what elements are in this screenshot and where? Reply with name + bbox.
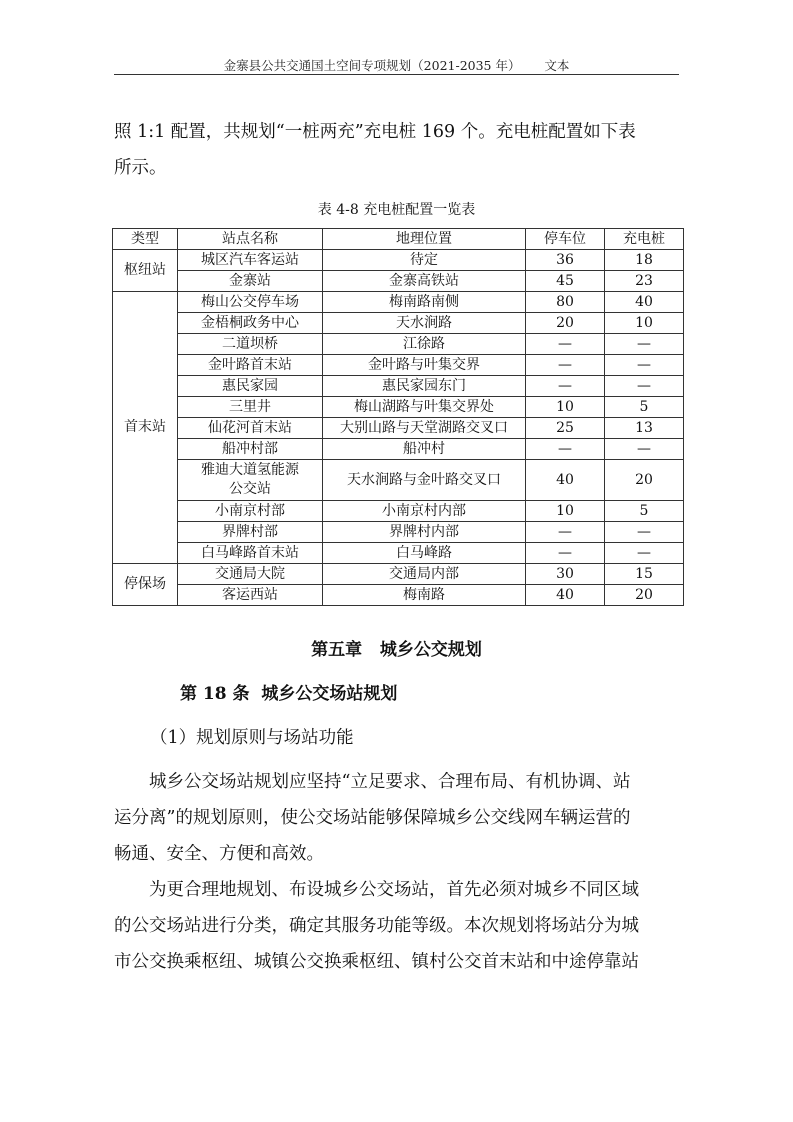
charger-count: 15 xyxy=(605,564,684,585)
table-row xyxy=(113,418,684,439)
station-name: 金叶路首末站 xyxy=(178,355,323,376)
station-location: 天水涧路 xyxy=(323,313,526,334)
table-row xyxy=(113,313,684,334)
station-location: 金叶路与叶集交界 xyxy=(323,355,526,376)
paragraph-classification xyxy=(114,872,682,980)
section-heading xyxy=(150,720,690,756)
station-name: 小南京村部 xyxy=(178,501,323,522)
station-location: 梅南路 xyxy=(323,585,526,606)
parking-count: 10 xyxy=(526,397,605,418)
station-name: 金寨站 xyxy=(178,271,323,292)
station-name: 梅山公交停车场 xyxy=(178,292,323,313)
parking-count: 80 xyxy=(526,292,605,313)
section-heading-text: （1）规划原则与场站功能 xyxy=(150,728,354,748)
parking-count: 20 xyxy=(526,313,605,334)
station-name: 金梧桐政务中心 xyxy=(178,313,323,334)
table-row xyxy=(113,522,684,543)
table-row xyxy=(113,543,684,564)
charger-count: — xyxy=(605,522,684,543)
text-line: 为更合理地规划、布设城乡公交场站，首先必须对城乡不同区域 xyxy=(149,880,639,900)
parking-count: — xyxy=(526,439,605,460)
station-location: 梅山湖路与叶集交界处 xyxy=(323,397,526,418)
station-name-line: 公交站 xyxy=(229,481,271,497)
table-row xyxy=(113,376,684,397)
station-location: 惠民家园东门 xyxy=(323,376,526,397)
parking-count: — xyxy=(526,543,605,564)
station-name: 城区汽车客运站 xyxy=(178,250,323,271)
paragraph-principles xyxy=(114,764,682,872)
col-header-type: 类型 xyxy=(113,229,178,250)
table-row xyxy=(113,355,684,376)
station-name-line: 雅迪大道氢能源 xyxy=(201,462,299,478)
parking-count: 40 xyxy=(526,585,605,606)
charger-count: — xyxy=(605,334,684,355)
table-row xyxy=(113,439,684,460)
table-row xyxy=(113,585,684,606)
header-title: 金寨县公共交通国土空间专项规划（2021-2035 年） xyxy=(223,58,521,73)
station-name xyxy=(178,460,323,501)
article-title: 第 18 条 城乡公交场站规划 xyxy=(180,684,398,704)
table-row xyxy=(113,501,684,522)
station-location: 待定 xyxy=(323,250,526,271)
text-line: 的公交场站进行分类，确定其服务功能等级。本次规划将场站分为城 xyxy=(114,916,639,936)
parking-count: — xyxy=(526,522,605,543)
page-header xyxy=(0,56,793,74)
station-location: 江徐路 xyxy=(323,334,526,355)
charger-count: 13 xyxy=(605,418,684,439)
header-rule xyxy=(114,74,679,75)
charger-count: 5 xyxy=(605,397,684,418)
parking-count: 36 xyxy=(526,250,605,271)
charger-count: 20 xyxy=(605,585,684,606)
station-name: 惠民家园 xyxy=(178,376,323,397)
charger-count: — xyxy=(605,376,684,397)
table-row xyxy=(113,397,684,418)
group-cell-depot: 停保场 xyxy=(113,564,178,606)
charger-count: 5 xyxy=(605,501,684,522)
text-line: 所示。 xyxy=(114,158,167,178)
text-line: 畅通、安全、方便和高效。 xyxy=(114,844,324,864)
intro-paragraph xyxy=(114,114,682,186)
station-location: 界牌村内部 xyxy=(323,522,526,543)
station-location: 白马峰路 xyxy=(323,543,526,564)
text-line: 城乡公交场站规划应坚持“立足要求、合理布局、有机协调、站 xyxy=(149,772,631,792)
station-location: 船冲村 xyxy=(323,439,526,460)
station-name: 客运西站 xyxy=(178,585,323,606)
station-name: 二道坝桥 xyxy=(178,334,323,355)
table-row xyxy=(113,292,684,313)
parking-count: 25 xyxy=(526,418,605,439)
parking-count: 30 xyxy=(526,564,605,585)
charger-count: 10 xyxy=(605,313,684,334)
station-name: 船冲村部 xyxy=(178,439,323,460)
parking-count: 45 xyxy=(526,271,605,292)
station-location: 小南京村内部 xyxy=(323,501,526,522)
col-header-station: 站点名称 xyxy=(178,229,323,250)
table-row xyxy=(113,250,684,271)
text-line: 运分离”的规划原则，使公交场站能够保障城乡公交线网车辆运营的 xyxy=(114,808,631,828)
parking-count: 40 xyxy=(526,460,605,501)
group-cell-terminal: 首末站 xyxy=(113,292,178,564)
station-location: 天水涧路与金叶路交叉口 xyxy=(323,460,526,501)
charger-count: 40 xyxy=(605,292,684,313)
station-location: 金寨高铁站 xyxy=(323,271,526,292)
parking-count: — xyxy=(526,376,605,397)
text-line: 照 1:1 配置，共规划“一桩两充”充电桩 169 个。充电桩配置如下表 xyxy=(114,122,636,142)
col-header-chargers: 充电桩 xyxy=(605,229,684,250)
station-name: 交通局大院 xyxy=(178,564,323,585)
table-row xyxy=(113,460,684,501)
station-name: 白马峰路首末站 xyxy=(178,543,323,564)
charging-pile-table xyxy=(112,228,684,606)
station-name: 仙花河首末站 xyxy=(178,418,323,439)
charger-count: 23 xyxy=(605,271,684,292)
station-location: 大别山路与天堂湖路交叉口 xyxy=(323,418,526,439)
table-caption: 表 4-8 充电桩配置一览表 xyxy=(317,202,476,218)
station-location: 梅南路南侧 xyxy=(323,292,526,313)
charger-count: — xyxy=(605,439,684,460)
text-line: 市公交换乘枢纽、城镇公交换乘枢纽、镇村公交首末站和中途停靠站 xyxy=(114,952,639,972)
parking-count: — xyxy=(526,334,605,355)
table-row xyxy=(113,271,684,292)
charger-count: 20 xyxy=(605,460,684,501)
station-location: 交通局内部 xyxy=(323,564,526,585)
header-tag: 文本 xyxy=(544,58,570,73)
charger-count: — xyxy=(605,355,684,376)
charger-count: — xyxy=(605,543,684,564)
parking-count: — xyxy=(526,355,605,376)
table-header-row xyxy=(113,229,684,250)
station-name: 界牌村部 xyxy=(178,522,323,543)
group-cell-hub: 枢纽站 xyxy=(113,250,178,292)
col-header-location: 地理位置 xyxy=(323,229,526,250)
charger-count: 18 xyxy=(605,250,684,271)
chapter-title: 第五章 城乡公交规划 xyxy=(311,640,482,660)
parking-count: 10 xyxy=(526,501,605,522)
col-header-parking: 停车位 xyxy=(526,229,605,250)
table-row xyxy=(113,564,684,585)
station-name: 三里井 xyxy=(178,397,323,418)
table-row xyxy=(113,334,684,355)
